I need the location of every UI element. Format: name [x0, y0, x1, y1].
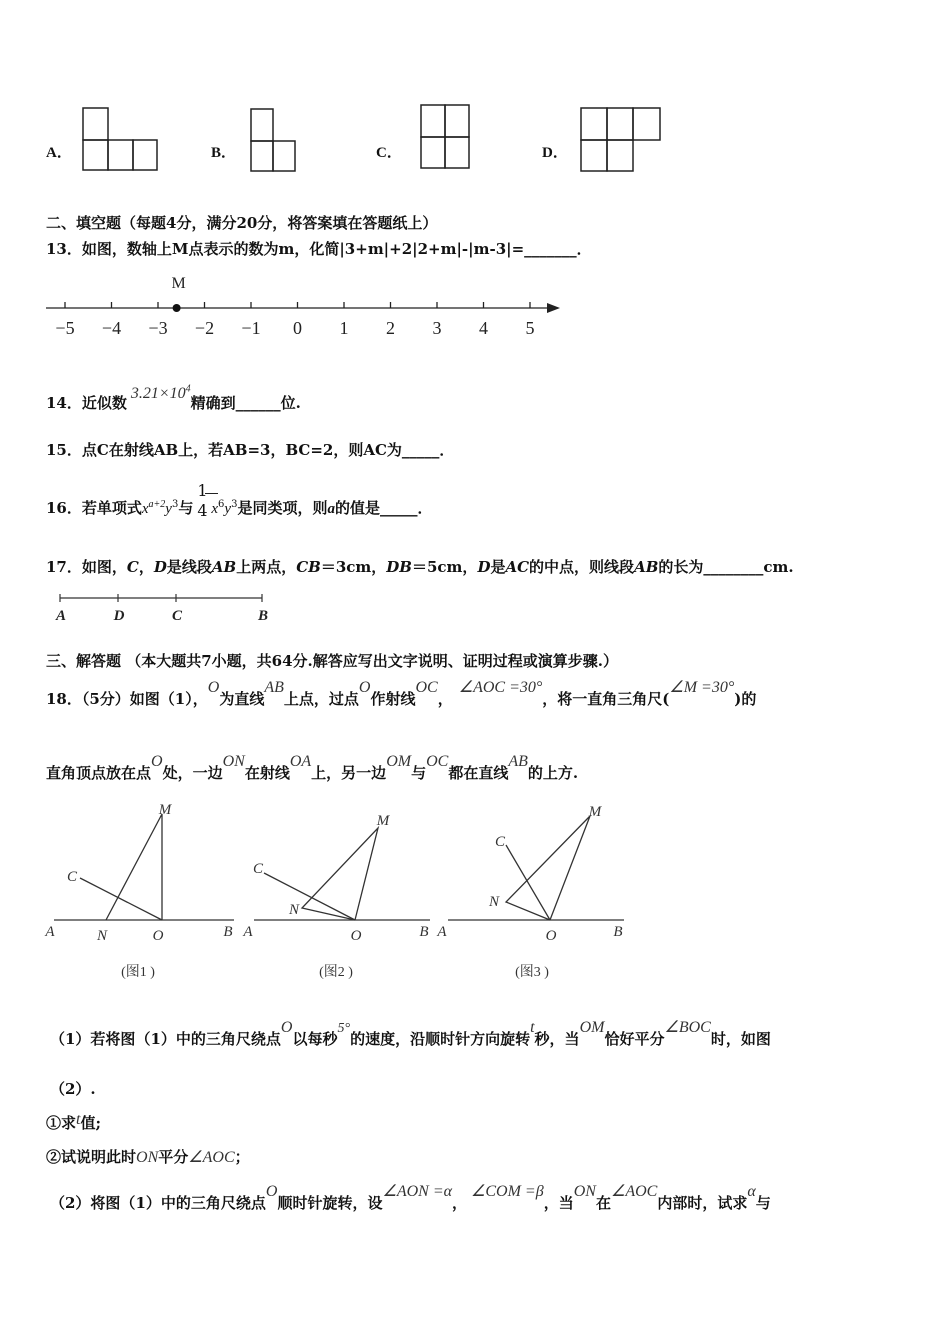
q17-segment-figure: [50, 590, 280, 626]
svg-text:N: N: [288, 902, 300, 918]
svg-text:A: A: [243, 924, 253, 940]
q17-label-b: B: [257, 608, 269, 624]
q13-text: 13．如图，数轴上M点表示的数为m，化简|3+m|+2|2+m|-|m-3|=_______．: [46, 240, 592, 258]
svg-text:B: B: [223, 924, 233, 940]
q18-sub2-line: （2）将图（1）中的三角尺绕点O顺时针旋转，设∠AON =α，∠COM =β，当ON在∠AOC内部时，试求α与: [50, 1183, 771, 1212]
svg-text:O: O: [152, 928, 164, 944]
q14-prefix: 14．近似数: [46, 394, 127, 412]
number-line-tick-label: −5: [55, 318, 75, 338]
svg-text:O: O: [545, 928, 557, 944]
number-line-tick-label: 1: [339, 318, 349, 338]
svg-text:N: N: [96, 928, 108, 944]
svg-text:M: M: [158, 802, 172, 818]
number-line-tick-label: 5: [525, 318, 535, 338]
q18-sub1-line2: （2）.: [50, 1080, 96, 1098]
arrow-right-icon: [547, 303, 560, 313]
q18-line2: 直角顶点放在点O处，一边ON在射线OA上，另一边OM与OC都在直线AB的上方.: [46, 753, 579, 782]
svg-text:A: A: [45, 924, 55, 940]
svg-text:C: C: [252, 861, 264, 877]
section3-title: 三、解答题 （本大题共7小题，共64分.解答应写出文字说明、证明过程或演算步骤.）: [46, 652, 618, 670]
q13-number-line: [40, 268, 570, 348]
svg-text:N: N: [488, 894, 500, 910]
section2-title: 二、填空题（每题4分，满分20分，将答案填在答题纸上）: [46, 214, 438, 232]
q17-label-d: D: [113, 608, 125, 624]
svg-text:M: M: [588, 804, 602, 820]
number-line-tick-label: 4: [479, 318, 488, 338]
q16-fraction-bar: [205, 493, 218, 494]
svg-text:A: A: [437, 924, 447, 940]
fig1-caption: (图1 ): [121, 965, 155, 980]
svg-text:B: B: [419, 924, 429, 940]
svg-text:C: C: [66, 869, 78, 885]
option-c-label: C．: [376, 145, 402, 161]
point-m: [173, 304, 181, 312]
q18-figure-1: [40, 798, 240, 988]
point-m-label: M: [171, 275, 186, 292]
svg-text:C: C: [494, 834, 506, 850]
number-line-tick-label: −3: [148, 318, 168, 338]
number-line-tick-label: −4: [101, 318, 122, 338]
q16-line: 16．若单项式$x^{a+2}y^3$与 1 4 $x^6y^3$是同类项，则a的值是_____．: [46, 481, 433, 520]
q14-math: $3.21\times 10^4$: [130, 383, 191, 402]
number-line-tick-label: −2: [194, 318, 215, 338]
q17-label-a: A: [55, 608, 67, 624]
option-d-label: D．: [542, 145, 568, 161]
svg-text:O: O: [350, 928, 362, 944]
option-c-figure: [418, 102, 474, 172]
option-a-figure: [80, 105, 160, 175]
svg-text:M: M: [376, 813, 390, 829]
q17-line: 17．如图，C，D是线段AB上两点，CB＝3cm，DB＝5cm，D是AC的中点，则线段AB的长为________cm.: [46, 558, 794, 576]
option-d-figure: [578, 105, 664, 175]
q15-text: 15．点C在射线AB上，若AB=3，BC=2，则AC为_____．: [46, 441, 455, 459]
svg-text:B: B: [613, 924, 623, 940]
q18-c2: ②试说明此时ON平分∠AOC；: [46, 1148, 250, 1166]
option-b-figure: [248, 105, 300, 175]
fig2-caption: (图2 ): [319, 965, 353, 980]
fig3-caption: (图3 ): [515, 965, 549, 980]
q18-figure-2: [238, 798, 438, 988]
number-line-tick-label: −1: [241, 318, 261, 338]
q18-c1: ①求t值;: [46, 1111, 102, 1132]
q18-sub1-line1: （1）若将图（1）中的三角尺绕点O以每秒5°的速度，沿顺时针方向旋转t秒，当OM恰好平分∠BOC时，如图: [50, 1019, 771, 1048]
q14-suffix: 精确到______位.: [190, 394, 301, 412]
q18-figure-3: [436, 798, 636, 988]
option-b-label: B．: [211, 145, 237, 161]
option-a-label: A．: [46, 145, 72, 161]
number-line-tick-label: 3: [432, 318, 442, 338]
q18-line1: 18．（5分）如图（1），O为直线AB上点，过点O作射线OC，∠AOC =30°，将一直角三角尺(∠M =30°)的: [46, 679, 757, 708]
q17-label-c: C: [171, 608, 183, 624]
number-line-tick-label: 2: [386, 318, 395, 338]
number-line-tick-label: 0: [293, 318, 302, 338]
q14-line: [46, 383, 301, 413]
